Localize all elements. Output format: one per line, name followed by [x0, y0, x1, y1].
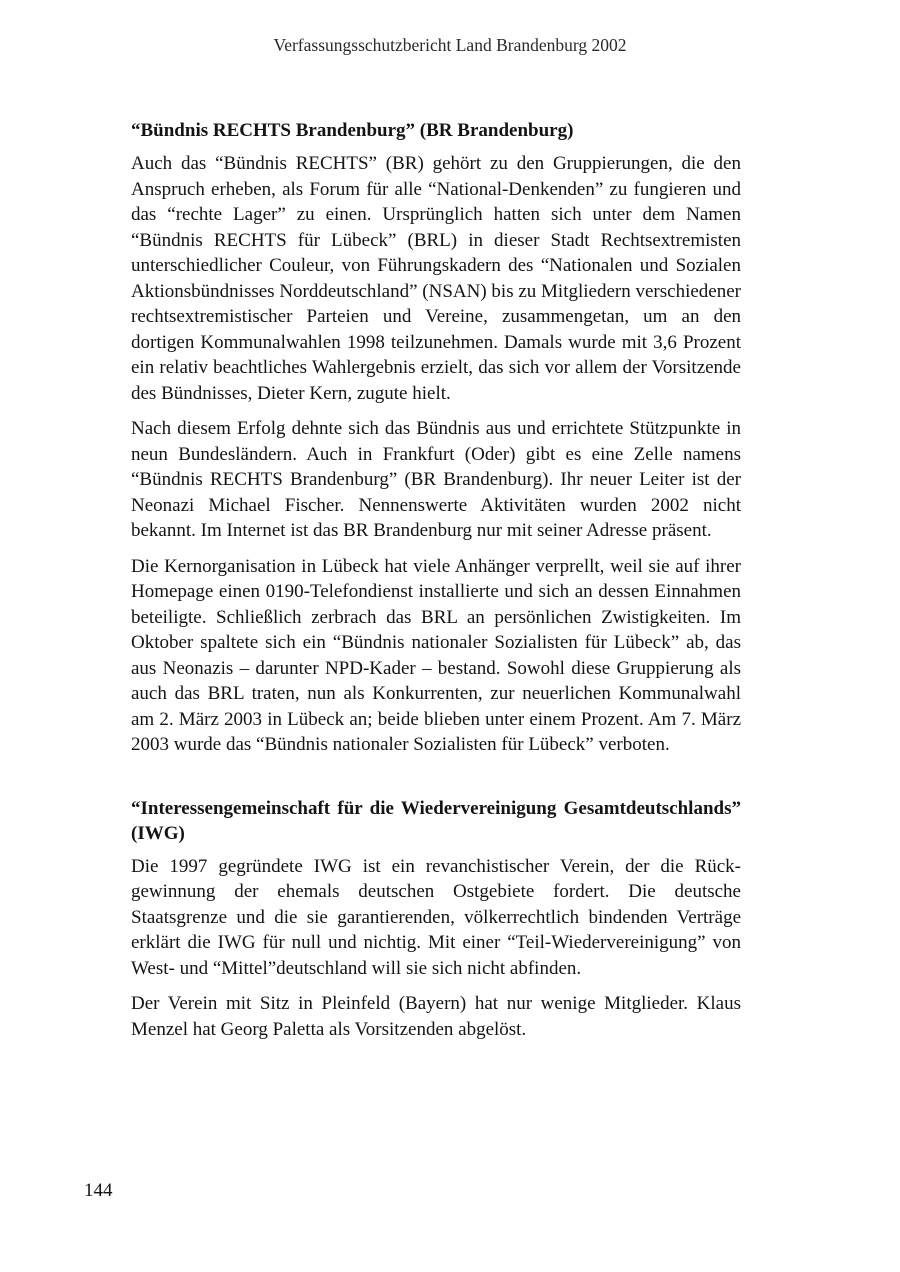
section-buendnis-rechts [131, 118, 741, 758]
body-paragraph: Der Verein mit Sitz in Pleinfeld (Bayern) hat nur wenige Mitglieder. Klaus Menzel hat Georg Paletta als Vorsitzenden abgelöst. [131, 993, 741, 1040]
section-heading: “Interessengemeinschaft für die Wiedervereinigung Gesamtdeutschlands” (IWG) [131, 797, 741, 844]
body-paragraph: Die Kernorganisation in Lübeck hat viele Anhänger verprellt, weil sie auf ihrer Homepage einen 0190-Telefondienst installierte und sich an dessen Einnahmen beteiligte. Schließlich zerbrach das BRL an persönlichen Zwistigkeiten. Im Oktober spaltete sich ein “Bündnis nationaler Sozialisten für Lübeck” ab, das aus Neonazis – darunter NPD-Kader – bestand. Sowohl diese Gruppierung als auch das BRL traten, nun als Konkurrenten, zur neuerlichen Kommunalwahl am 2. März 2003 in Lübeck an; beide blieben unter einem Prozent. Am 7. März 2003 wurde das “Bündnis nationaler Sozialisten für Lübeck” verboten. [131, 555, 741, 755]
page-number: 144 [84, 1180, 113, 1201]
body-paragraph: Die 1997 gegründete IWG ist ein revanchistischer Verein, der die Rückgewinnung der ehemals deutschen Ostgebiete fordert. Die deutsche Staatsgrenze und die sie garantierenden, völkerrechtlich bindenden Verträge erklärt die IWG für null und nichtig. Mit einer “Teil-Wiedervereinigung” von West- und “Mittel”deutschland will sie sich nicht abfinden. [131, 855, 741, 979]
running-header: Verfassungsschutzbericht Land Brandenburg 2002 [273, 35, 627, 55]
body-paragraph: Nach diesem Erfolg dehnte sich das Bündnis aus und errichtete Stützpunkte in neun Bundesländern. Auch in Frankfurt (Oder) gibt es eine Zelle namens “Bündnis RECHTS Brandenburg” (BR Brandenburg). Ihr neuer Leiter ist der Neonazi Michael Fischer. Nennenswerte Aktivitäten wurden 2002 nicht bekannt. Im Internet ist das BR Brandenburg nur mit seiner Adresse präsent. [131, 418, 741, 541]
body-paragraph: Auch das “Bündnis RECHTS” (BR) gehört zu den Gruppierungen, die den Anspruch erheben, als Forum für alle “National-Denkenden” zu fungieren und das “rechte Lager” zu einen. Ursprünglich hatten sich unter dem Namen “Bündnis RECHTS für Lübeck” (BRL) in dieser Stadt Rechtsextremisten unterschiedlicher Couleur, von Führungskadern des “Nationalen und Sozialen Aktionsbündnisses Norddeutschland” (NSAN) bis zu Mitgliedern verschiedener rechtsextremistischer Parteien und Vereine, zusammengetan, um an den dortigen Kommunalwahlen 1998 teilzunehmen. Damals wurde mit 3,6 Prozent ein relativ beachtliches Wahlergebnis erzielt, das sich vor allem der Vorsitzende des Bündnisses, Dieter Kern, zugute hielt. [131, 153, 741, 404]
section-iwg [131, 796, 741, 1043]
section-heading: “Bündnis RECHTS Brandenburg” (BR Brandenburg) [131, 120, 574, 141]
page-content [131, 118, 741, 1052]
